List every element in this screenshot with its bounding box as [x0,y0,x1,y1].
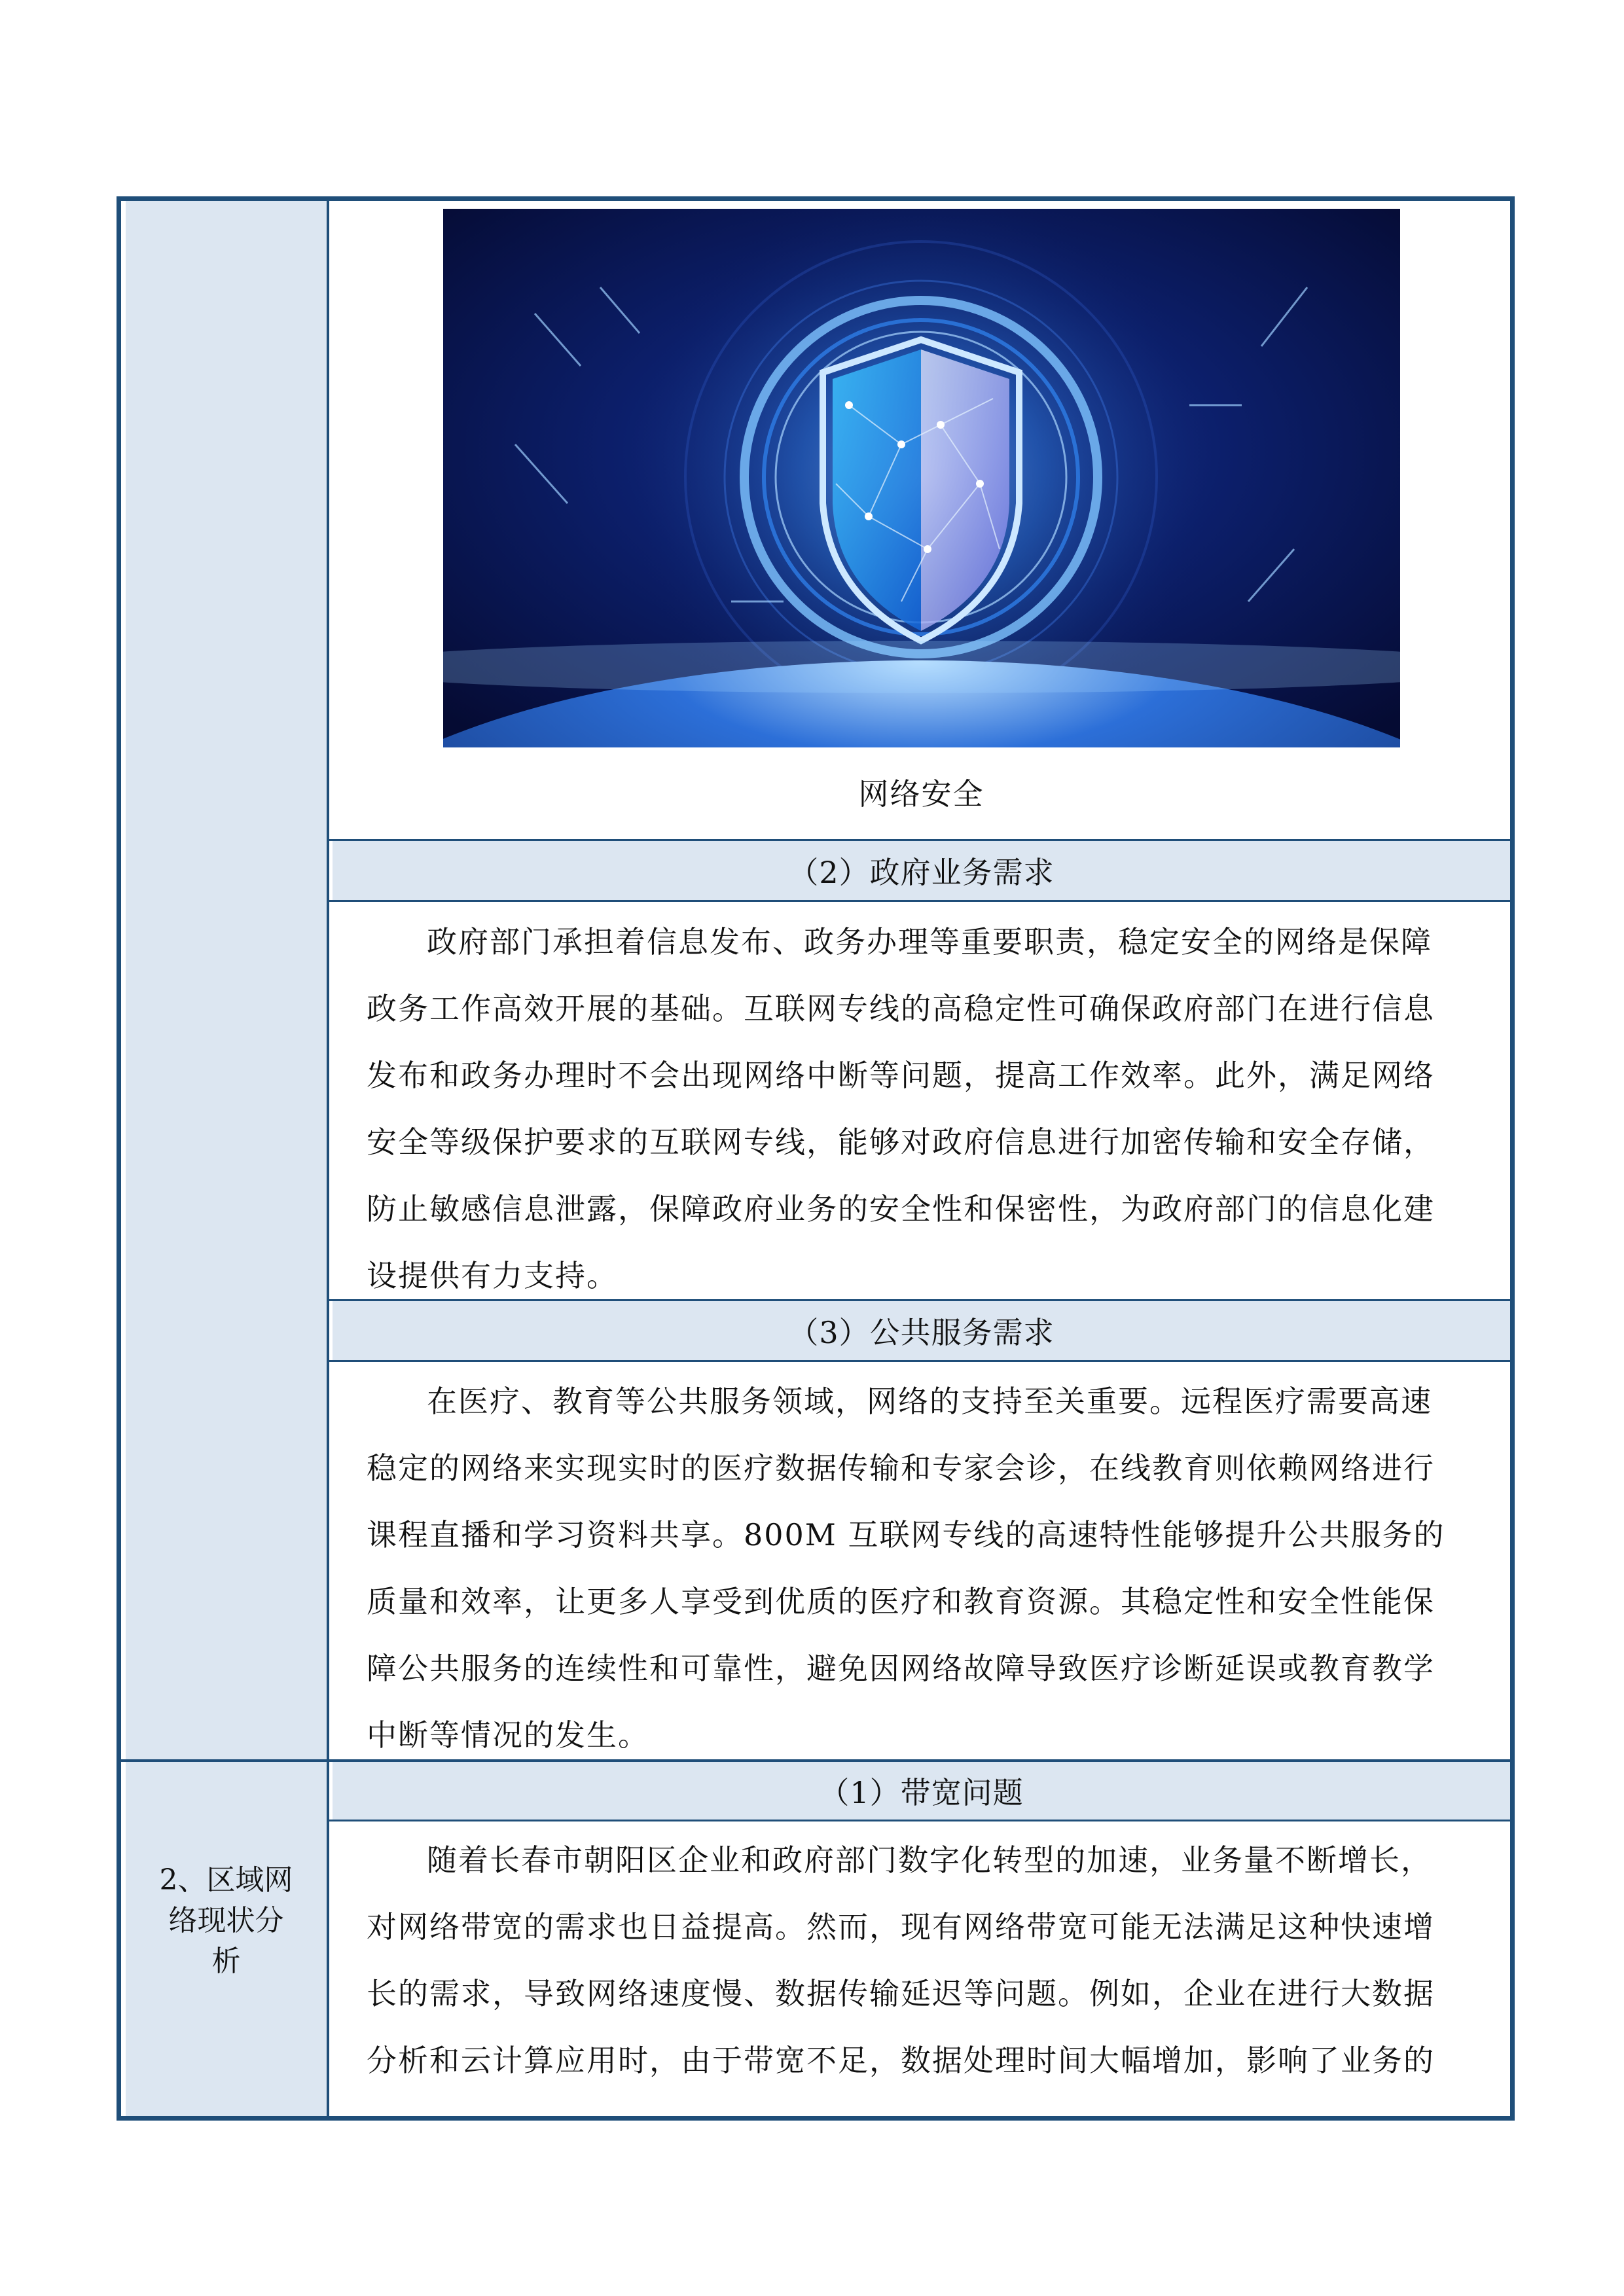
paragraph-line: 课程直播和学习资料共享。800M 互联网专线的高速特性能够提升公共服务的 [367,1517,1445,1552]
paragraph-line: 安全等级保护要求的互联网专线，能够对政府信息进行加密传输和安全存储， [367,1124,1435,1160]
gov-section-heading: （2）政府业务需求 [333,841,1510,900]
left-label-column [126,201,329,2116]
label-line: 析 [211,1945,241,1978]
paragraph-line: 发布和政务办理时不会出现网络中断等问题，提高工作效率。此外，满足网络 [367,1058,1435,1093]
label-line: 2、区域网 [159,1863,293,1897]
paragraph-line: 障公共服务的连续性和可靠性，避免因网络故障导致医疗诊断延误或教育教学 [367,1651,1435,1686]
paragraph-line: 对网络带宽的需求也日益提高。然而，现有网络带宽可能无法满足这种快速增 [367,1909,1435,1945]
paragraph-line: 设提供有力支持。 [367,1258,618,1293]
network-security-image [443,209,1400,747]
row-divider [327,1360,1510,1362]
paragraph-line: 政务工作高效开展的基础。互联网专线的高稳定性可确保政府部门在进行信息 [367,991,1435,1026]
paragraph-line: 随着长春市朝阳区企业和政府部门数字化转型的加速，业务量不断增长， [427,1842,1432,1878]
row-divider [327,1820,1510,1821]
paragraph-line: 政府部门承担着信息发布、政务办理等重要职责，稳定安全的网络是保障 [427,924,1432,960]
paragraph-line: 分析和云计算应用时，由于带宽不足，数据处理时间大幅增加，影响了业务的 [367,2043,1435,2078]
gov-section-paragraph [367,908,1487,1309]
paragraph-line: 长的需求，导致网络速度慢、数据传输延迟等问题。例如，企业在进行大数据 [367,1976,1435,2011]
paragraph-line: 在医疗、教育等公共服务领域，网络的支持至关重要。远程医疗需要高速 [427,1384,1432,1419]
bandwidth-section-paragraph [367,1827,1487,2094]
content-table [117,196,1515,2121]
public-section-paragraph [367,1368,1487,1768]
network-security-shield-icon [443,209,1400,747]
bandwidth-section-heading: （1）带宽问题 [333,1762,1510,1820]
paragraph-line: 稳定的网络来实现实时的医疗数据传输和专家会诊，在线教育则依赖网络进行 [367,1450,1435,1486]
paragraph-line: 质量和效率，让更多人享受到优质的医疗和教育资源。其稳定性和安全性能保 [367,1584,1435,1619]
paragraph-line: 中断等情况的发生。 [367,1717,649,1753]
paragraph-line: 防止敏感信息泄露，保障政府业务的安全性和保密性，为政府部门的信息化建 [367,1191,1435,1227]
label-line: 络现状分 [168,1904,284,1937]
figure-caption: 网络安全 [858,776,984,812]
region-section-label [126,1860,327,1982]
public-section-heading: （3）公共服务需求 [333,1301,1510,1360]
row-divider [327,900,1510,902]
